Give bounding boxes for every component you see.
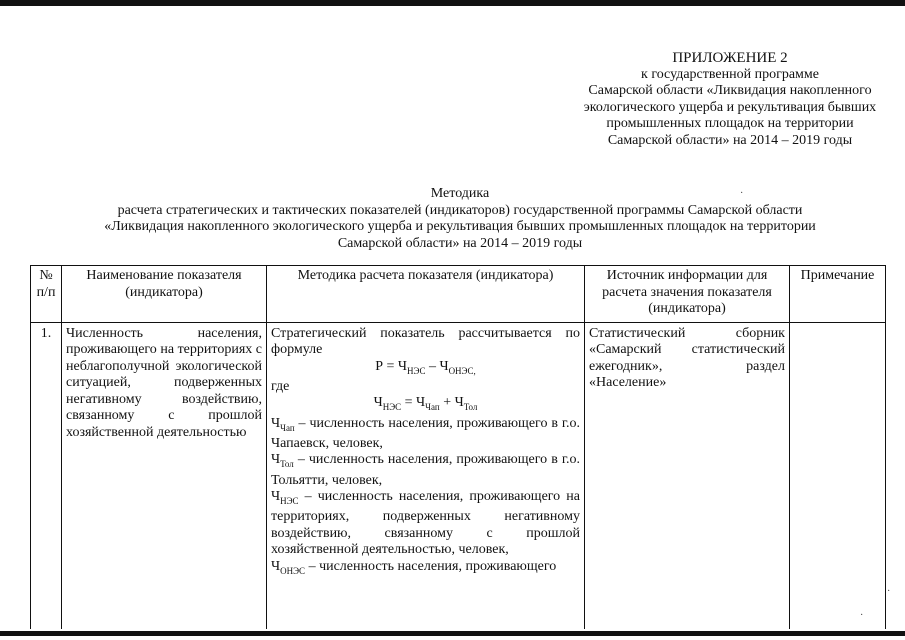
header-note: Примечание	[790, 266, 886, 323]
header-num: № п/п	[31, 266, 62, 323]
header-source: Источник информации для расчета значения показателя (индикатора)	[585, 266, 790, 323]
appendix-line: экологического ущерба и рекультивация бывших	[583, 99, 877, 115]
formula-nes: $Ч_{НЭС} = Ч_{Чап} + Ч_{Тол}$	[373, 395, 478, 413]
appendix-line: промышленных площадок на территории	[606, 116, 854, 131]
scan-speck: ·	[860, 610, 864, 621]
heading-line: «Ликвидация накопленного экологического ущерба и рекультивация бывших промышленных площадок на территории	[104, 219, 816, 234]
top-border	[0, 0, 905, 6]
appendix-line: к государственной программе	[641, 66, 819, 82]
heading-line: расчета стратегических и тактических показателей (индикаторов) государственной программы Самарской области	[117, 202, 803, 218]
definition-ones: $Ч_{ОНЭС}$ – численность населения, проживающего	[271, 558, 557, 576]
heading-title: Методика	[430, 186, 490, 201]
table-header-row	[31, 266, 886, 323]
document-heading	[40, 186, 880, 252]
indicators-table	[30, 265, 886, 629]
scan-speck: ·	[887, 586, 891, 597]
definition-chap: $Ч_{Чап}$ – численность населения, проживающего в г.о. Чапаевск, человек,	[271, 415, 580, 451]
definition-tol: $Ч_{Тол}$ – численность населения, проживающего в г.о. Тольятти, человек,	[271, 452, 580, 488]
method-intro: Стратегический показатель рассчитывается по формуле	[271, 325, 580, 357]
cell-source: Статистический сборник «Самарский статистический ежегодник», раздел «Население»	[585, 322, 790, 629]
cell-note	[790, 322, 886, 629]
appendix-line: Самарской области» на 2014 – 2019 годы	[607, 132, 853, 148]
definition-nes: $Ч_{НЭС}$ – численность населения, проживающего на территориях, подверженных негативному воздействию, связанному с прошлой хозяйственной деятельностью, человек,	[271, 489, 580, 558]
cell-method	[267, 322, 585, 629]
header-method: Методика расчета показателя (индикатора)	[267, 266, 585, 323]
table-row	[31, 322, 886, 629]
appendix-title: ПРИЛОЖЕНИЕ 2	[672, 50, 788, 66]
method-where: где	[271, 378, 290, 394]
appendix-block	[560, 50, 900, 149]
formula-p: $Р = Ч_{НЭС} - Ч_{ОНЭС,}$	[375, 358, 476, 376]
header-name: Наименование показателя (индикатора)	[62, 266, 267, 323]
appendix-line: Самарской области «Ликвидация накопленного	[588, 83, 872, 98]
cell-num: 1.	[31, 322, 62, 629]
scan-speck: ·	[740, 188, 744, 199]
bottom-border	[0, 631, 905, 636]
cell-name: Численность населения, проживающего на территориях с неблагополучной экологической ситуацией, подверженных негативному воздействию, связанному с прошлой хозяйственной деятельностью	[62, 322, 267, 629]
heading-line: Самарской области» на 2014 – 2019 годы	[337, 235, 583, 251]
